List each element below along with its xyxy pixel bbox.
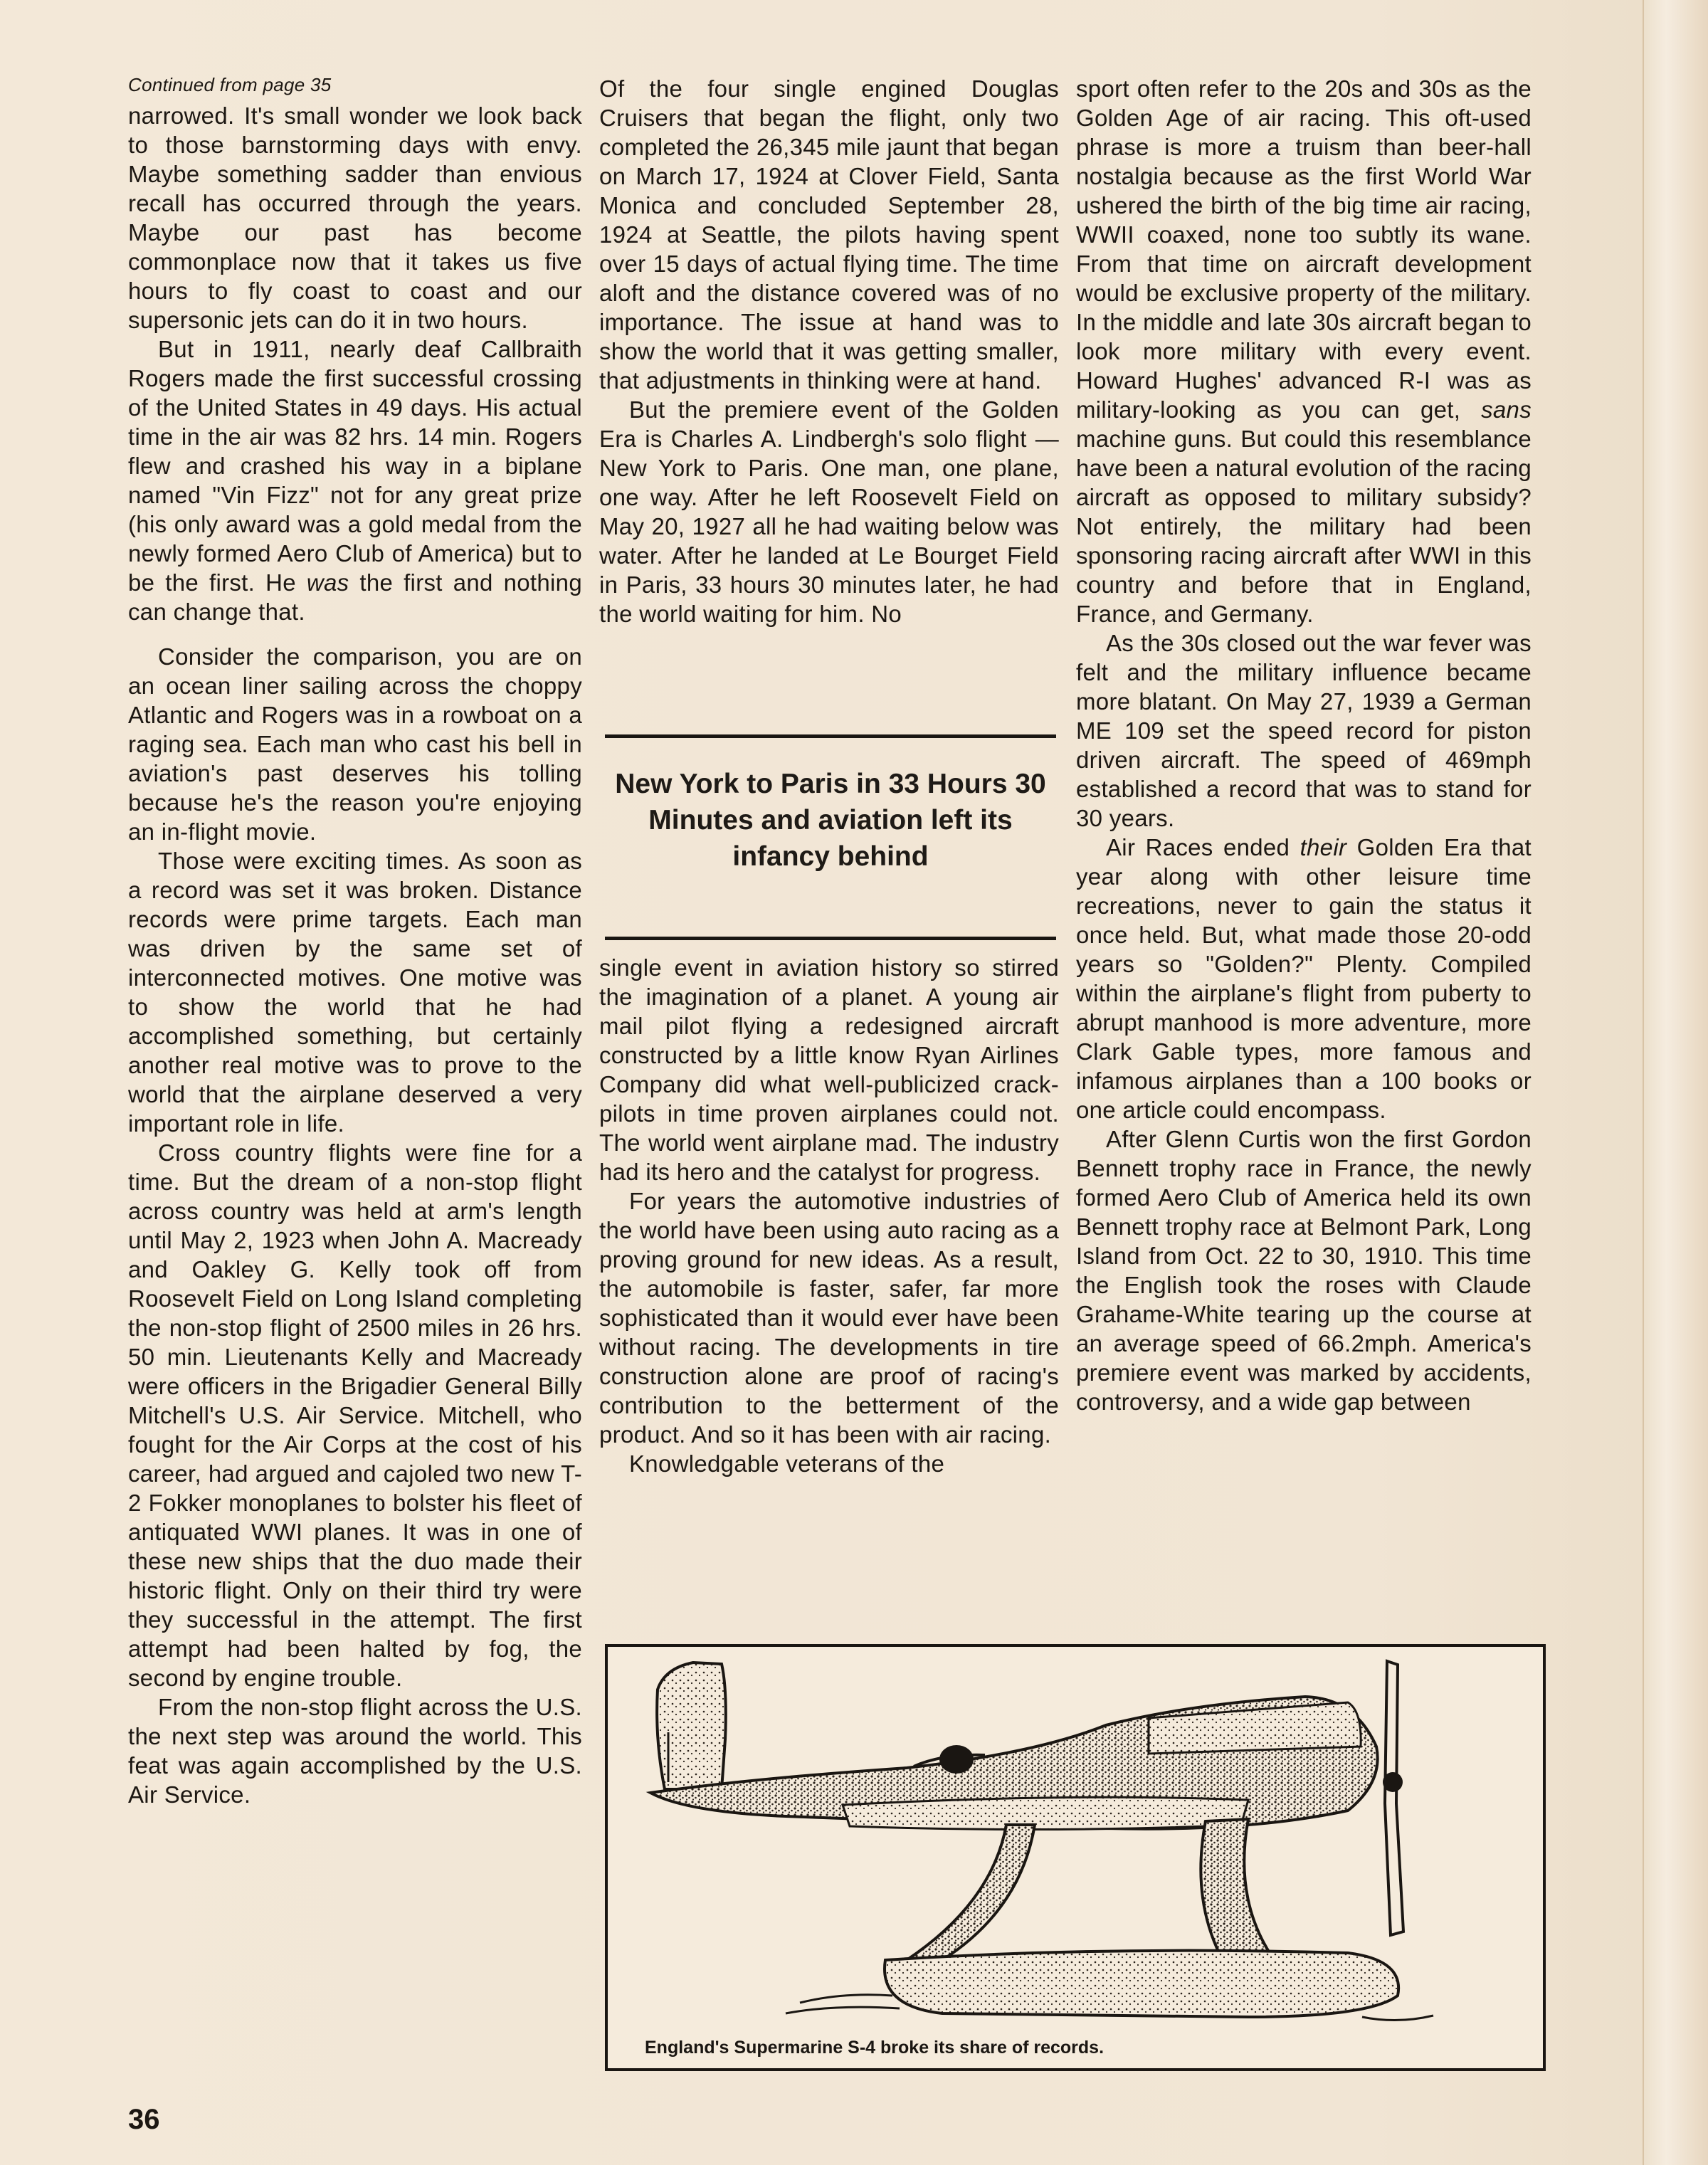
emphasis: their — [1300, 834, 1347, 860]
text-run: the first and nothing can change that. — [128, 569, 582, 625]
paragraph: For years the automotive industries of the world have been using auto racing as a proving ground for new ideas. As a result, the automobile is faster, safer, far more sophisticated than it would ever have been without racing. The developments in tire construction alone are proof of racing's contribution to the betterment of the product. And so it has been with air racing. — [599, 1188, 1059, 1448]
figure-caption: England's Supermarine S-4 broke its share of records. — [645, 2038, 1105, 2058]
float-strut — [907, 1825, 1035, 1960]
paragraph: Cross country flights were fine for a time. But the dream of a non-stop flight across country was held at arm's length until May 2, 1923 when John A. Macready and Oakley G. Kelly took off from Roosevelt Field on Long Island completing the non-stop flight of 2500 miles in 26 hrs. 50 min. Lieutenants Kelly and Macready were officers in the Brigadier General Billy Mitchell's U.S. Air Service. Mitchell, who fought for the Air Corps at the cost of his career, had argued and cajoled two new T-2 Fokker monoplanes to bolster his fleet of antiquated WWI planes. It was in one of these new ships that the duo made their historic flight. Only on their third try were they successful in the attempt. The first attempt had been halted by fog, the second by engine trouble. — [128, 1139, 582, 1691]
page-number: 36 — [128, 2104, 160, 2135]
paragraph — [1076, 833, 1532, 1124]
wing — [843, 1797, 1248, 1829]
propeller — [1385, 1661, 1403, 1935]
paragraph: From the non-stop flight across the U.S. the next step was around the world. This feat was again accomplished by the U.S. Air Service. — [128, 1694, 582, 1808]
paragraph: But the premiere event of the Golden Era is Charles A. Lindbergh's solo flight — New York to Paris. One man, one plane, one way. After he left Roosevelt Field on May 20, 1927 all he had waiting below was water. After he landed at Le Bourget Field in Paris, 33 hours 30 minutes later, he had the world waiting for him. No — [599, 396, 1059, 627]
continued-note: Continued from page 35 — [128, 74, 332, 95]
emphasis: sans — [1481, 396, 1532, 423]
pullquote-bottom-rule — [605, 937, 1056, 940]
float-strut — [1201, 1819, 1270, 1954]
paragraph: narrowed. It's small wonder we look back to those barnstorming days with envy. Maybe something sadder than envious recall has occurred through the years. Maybe our past has become commonplace now that it takes us five hours to fly coast to coast and our supersonic jets can do it in two hours. — [128, 102, 582, 333]
paragraph: Of the four single engined Douglas Cruisers that began the flight, only two completed the 26,345 mile jaunt that began on March 17, 1924 at Clover Field, Santa Monica and concluded September 28, 1924 at Seattle, the pilots having spent over 15 days of actual flying time. The time aloft and the distance covered was of no importance. The issue at hand was to show the world that it was getting smaller, that adjustments in thinking were at hand. — [599, 75, 1059, 394]
paragraph — [1076, 74, 1532, 628]
paragraph: As the 30s closed out the war fever was felt and the military influence became more blatant. On May 27, 1939 a German ME 109 set the speed record for piston driven aircraft. The speed of 469mph established a record that was to stand for 30 years. — [1076, 630, 1532, 831]
article-column-2-top — [599, 74, 1059, 628]
text-run: machine guns. But could this resemblance have been a natural evolution of the racing aircraft as opposed to military subsidy? Not entirely, the military had been sponsoring racing aircraft after WWI in this country and before that in England, France, and Germany. — [1076, 426, 1532, 627]
article-column-3 — [1076, 74, 1532, 1416]
pullquote-top-rule — [605, 734, 1056, 738]
text-run: But in 1911, nearly deaf Callbraith Rogers made the first successful crossing of the United States in 49 days. His actual time in the air was 82 hrs. 14 min. Rogers flew and crashed his way in a biplane named "Vin Fizz" not for any great prize (his only award was a gold medal from the newly formed Aero Club of America) but to be the first. He — [128, 336, 582, 596]
figure-supermarine-s4 — [605, 1644, 1546, 2071]
article-column-1 — [128, 74, 582, 1809]
pull-quote: New York to Paris in 33 Hours 30 Minutes and aviation left its infancy behind — [615, 769, 1046, 872]
paragraph: Knowledgable veterans of the — [629, 1450, 945, 1477]
text-run: Golden Era that year along with other leisure time recreations, never to gain the status it once held. But, what made those 20-odd years so "Golden?" Plenty. Compiled within the airplane's flight from puberty to abrupt manhood is more adventure, more Clark Gable types, more famous and infamous airplanes than a 100 books or one article could encompass. — [1076, 834, 1532, 1123]
text-run: Air Races ended — [1106, 834, 1300, 860]
paragraph: Consider the comparison, you are on an ocean liner sailing across the choppy Atlantic and Rogers was in a rowboat on a raging sea. Each man who cast his bell in aviation's past deserves his tolling because he's the reason you're enjoying an in-flight movie. — [128, 643, 582, 845]
page-spine-edge — [1643, 0, 1708, 2165]
pilot-head — [939, 1745, 974, 1774]
article-column-2-bottom — [599, 953, 1059, 1478]
seaplane-illustration — [608, 1647, 1543, 2068]
paragraph: single event in aviation history so stirred the imagination of a planet. A young air mail pilot flying a redesigned aircraft constructed by a little know Ryan Airlines Company did what well-publicized crack-pilots in time proven airplanes could not. The world went airplane mad. The industry had its hero and the catalyst for progress. — [599, 954, 1059, 1185]
paragraph: After Glenn Curtis won the first Gordon Bennett trophy race in France, the newly formed Aero Club of America held its own Bennett trophy race at Belmont Park, Long Island from Oct. 22 to 30, 1910. This time the English took the roses with Claude Grahame-White tearing up the course at an average speed of 66.2mph. America's premiere event was marked by accidents, controversy, and a wide gap between — [1076, 1126, 1532, 1415]
text-run: sport often refer to the 20s and 30s as the Golden Age of air racing. This oft-used phrase is more a truism than beer-hall nostalgia because as the first World War ushered the birth of the big time air racing, WWII coaxed, none too subtly its wane. From that time on aircraft development would be exclusive property of the military. In the middle and late 30s aircraft began to look more military with every event. Howard Hughes' advanced R-I was as military-looking as you can get, — [1076, 75, 1532, 423]
float — [885, 1951, 1398, 2017]
paragraph: Those were exciting times. As soon as a record was set it was broken. Distance records were prime targets. Each man was driven by the same set of interconnected motives. One motive was to show the world that he had accomplished something, but certainly another real motive was to prove to the world that the airplane deserved a very important role in life. — [128, 848, 582, 1137]
paragraph — [128, 335, 582, 626]
emphasis: was — [306, 569, 349, 596]
